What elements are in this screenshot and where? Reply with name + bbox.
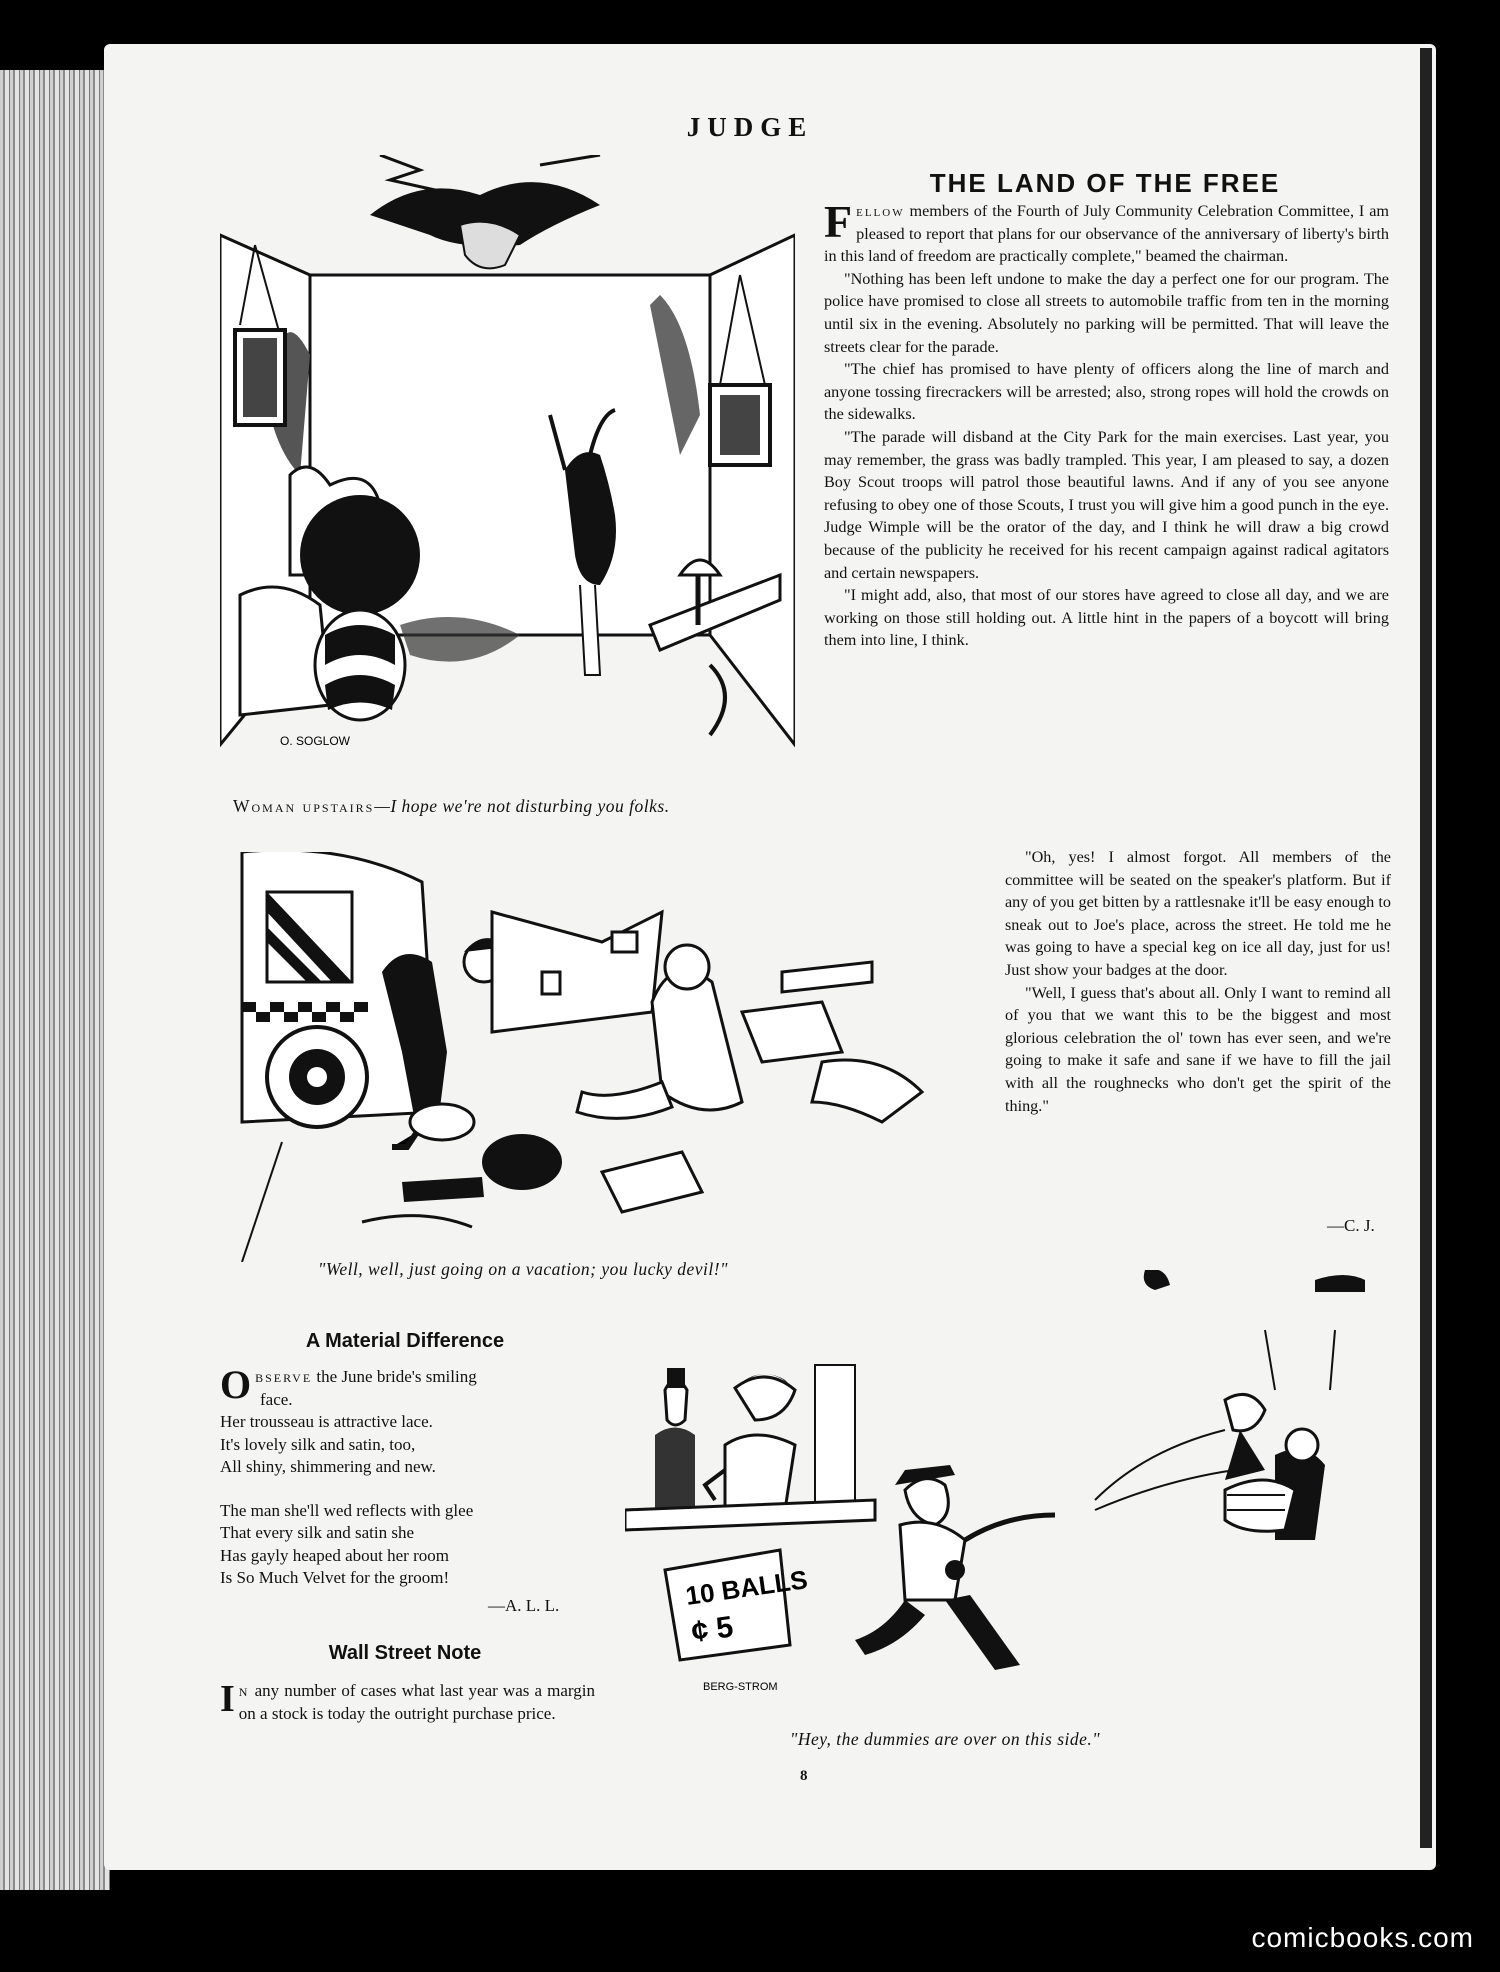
story-column-lower — [1005, 846, 1391, 1117]
poem-smallcaps: bserve — [255, 1367, 313, 1386]
poem-title: A Material Difference — [305, 1330, 505, 1352]
note-paragraph — [220, 1680, 595, 1725]
next-page-edge — [1420, 48, 1432, 1848]
note-title: Wall Street Note — [328, 1642, 482, 1664]
poem-line-1-rest: the June bride's smiling — [316, 1367, 477, 1386]
poem-line-4: All shiny, shimmering and new. — [220, 1457, 436, 1476]
story-paragraph-3: "The chief has promised to have plenty of officers along the line of march and anyone tossing firecrackers will be arrested; also, strong ropes will hold the crowds on the sidewalks. — [824, 360, 1389, 424]
story-signature: —C. J. — [1327, 1216, 1375, 1235]
site-watermark: comicbooks.com — [1251, 1922, 1474, 1953]
cartoon3-caption — [790, 1729, 1310, 1750]
story-smallcaps: ellow — [856, 202, 905, 220]
cartoon1-caption — [233, 796, 793, 817]
cartoon-ball-toss — [625, 1270, 1400, 1730]
poem-signature: —A. L. L. — [488, 1596, 560, 1615]
cartoon1-caption-text: —I hope we're not disturbing you folks. — [374, 796, 670, 816]
poem-dropcap: O — [220, 1362, 252, 1407]
poem-line-8: Is So Much Velvet for the groom! — [220, 1568, 450, 1587]
cartoon2-caption-text: "Well, well, just going on a vacation; you lucky devil!" — [318, 1259, 728, 1279]
poem-line-6: That every silk and satin she — [220, 1523, 415, 1542]
book-page-edges — [0, 70, 110, 1890]
magazine-header: JUDGE — [686, 112, 814, 142]
note-smallcaps: n — [238, 1681, 250, 1700]
cartoon3-caption-text: "Hey, the dummies are over on this side." — [790, 1729, 1101, 1749]
poem-line-7: Has gayly heaped about her room — [220, 1545, 449, 1565]
cartoon-ceiling-hole — [220, 155, 795, 755]
story-paragraph-6: "Oh, yes! I almost forgot. All members of the committee will be seated on the speaker's platform. But if any of you get bitten by a rattlesnake it'll be easy enough to sneak out to Joe's place, across the street. He told me he was going to have a special keg on ice all day, just for us! Just show your badges at the door. — [1005, 848, 1391, 979]
page-number: 8 — [800, 1768, 808, 1784]
poem-line-5: The man she'll wed reflects with glee — [220, 1500, 474, 1520]
poem-line-2: Her trousseau is attractive lace. — [220, 1412, 433, 1431]
story-paragraph-5: "I might add, also, that most of our stores have agreed to close all day, and we are working on those still holding out. A little hint in the papers of a boycott will bring them into line, I think. — [824, 586, 1389, 650]
poem-body — [220, 1362, 600, 1590]
sign-line-1: 10 BALLS — [683, 1564, 810, 1611]
story-paragraph-7: "Well, I guess that's about all. Only I want to remind all of you that we want this to be the biggest and most glorious celebration the ol' town has ever seen, and we're going to make it safe and sane if we have to fill the jail with all the roughnecks who don't get the spirit of the thing." — [1005, 983, 1391, 1115]
story-title: THE LAND OF THE FREE — [929, 168, 1281, 198]
poem-line-1-cont: face. — [260, 1389, 293, 1409]
story-paragraph-1 — [824, 196, 1390, 268]
note-dropcap: I — [220, 1678, 235, 1720]
artist-signature: O. SOGLOW — [280, 734, 351, 748]
poem-line-3: It's lovely silk and satin, too, — [220, 1434, 416, 1454]
cartoon1-caption-speaker: Woman upstairs — [233, 796, 375, 816]
cartoon3-artist-signature: BERG-STROM — [703, 1681, 778, 1693]
story-column-upper — [824, 196, 1390, 652]
story-dropcap: F — [824, 196, 853, 247]
cartoon-vacation-taxi — [222, 852, 970, 1262]
story-paragraph-2: "Nothing has been left undone to make the day a perfect one for our program. The police have promised to close all streets to automobile traffic from ten in the morning until six in the evening. Absolutely no parking will be permitted. That will leave the streets clear for the parade. — [824, 269, 1389, 356]
story-paragraph-4: "The parade will disband at the City Park for the main exercises. Last year, you may remember, the grass was badly trampled. This year, I am pleased to say, a dozen Boy Scout troops will patrol those beautiful lawns. And if any of you see anyone refusing to obey one of those Scouts, I trust you will give him a good punch in the eye. Judge Wimple will be the orator of the day, and I think he will draw a big crowd because of the publicity he received for his recent campaign against radical agitators and certain newspapers. — [824, 427, 1389, 582]
note-body — [220, 1680, 595, 1725]
note-text: any number of cases what last year was a margin on a stock is today the outright purchase price. — [238, 1681, 596, 1723]
sign-line-2: ¢ 5 — [689, 1610, 736, 1649]
story-paragraph-1-text: members of the Fourth of July Community Celebration Committee, I am pleased to report that plans for our observance of the anniversary of liberty's birth in this land of freedom are practically complete," beamed the chairman. — [824, 202, 1390, 266]
